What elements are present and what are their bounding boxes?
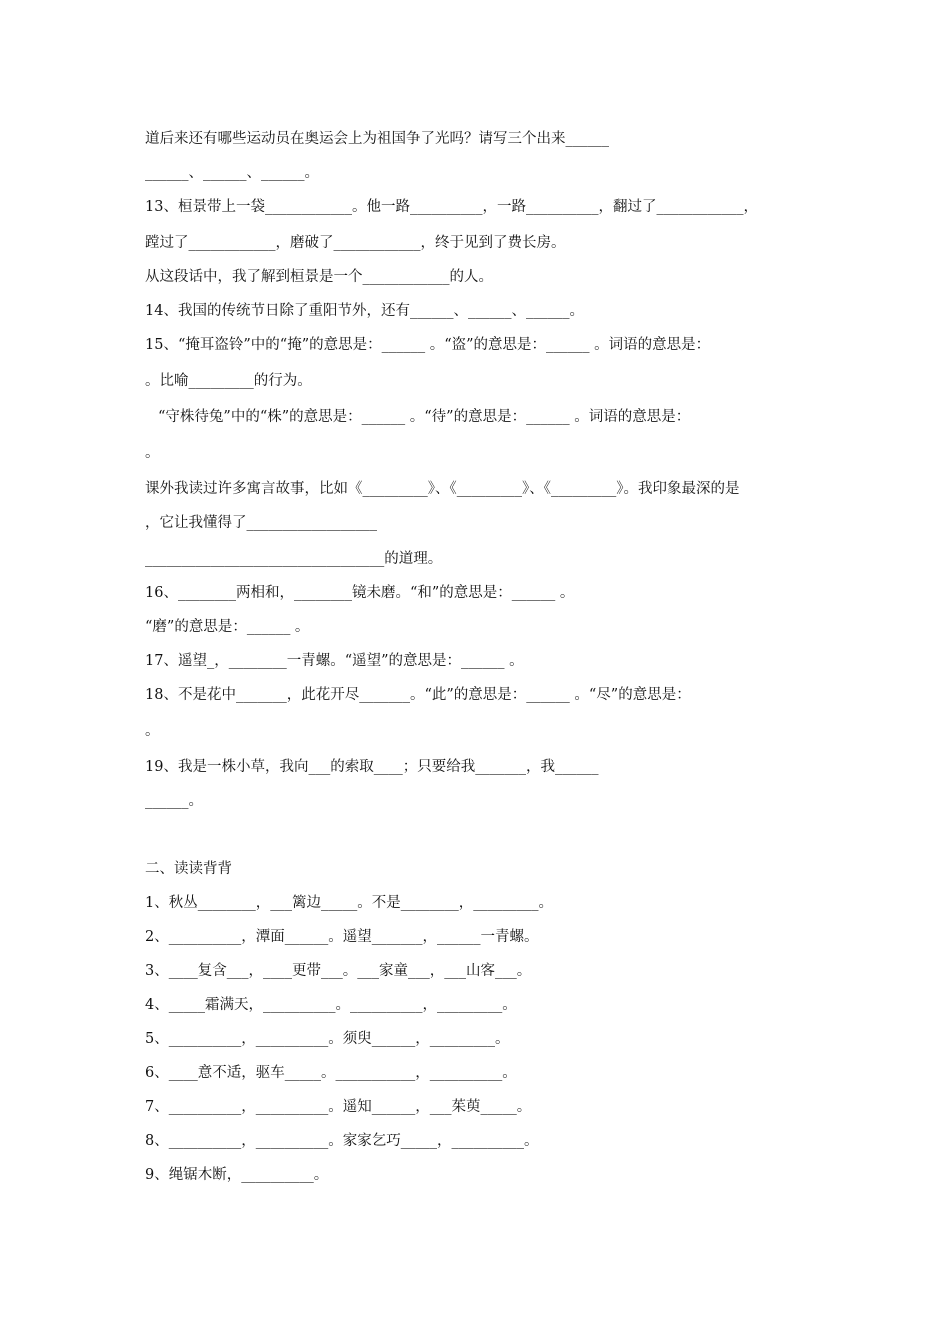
recite-item-3: 3、____复含___，____更带___。___家童___，___山客___。	[145, 963, 532, 979]
text-line: ______、______、______。	[145, 165, 319, 181]
text-line: 道后来还有哪些运动员在奥运会上为祖国争了光吗？请写三个出来______	[145, 131, 609, 147]
recite-item-9: 9、绳锯木断，__________。	[145, 1167, 329, 1183]
recite-item-5: 5、__________，__________。须臾______，_________。	[145, 1031, 510, 1047]
text-line: 。比喻_________的行为。	[145, 373, 312, 389]
recite-item-1: 1、秋丛________，___篱边_____。不是________，_________。	[145, 895, 553, 911]
text-line: ，它让我懂得了__________________	[145, 515, 377, 531]
text-line: 蹚过了____________，磨破了____________，终于见到了费长房。	[145, 235, 566, 251]
question-14: 14、我国的传统节日除了重阳节外，还有______、______、______。	[145, 303, 584, 319]
question-18: 18、不是花中_______，此花开尽_______。“此”的意思是：______ 。“尽”的意思是：	[145, 687, 691, 703]
recite-item-7: 7、__________，__________。遥知______，___茱萸_____。	[145, 1099, 532, 1115]
question-15: 15、“掩耳盗铃”中的“掩”的意思是：______ 。“盗”的意思是：______ 。词语的意思是：	[145, 337, 711, 353]
text-line: 。	[145, 723, 160, 739]
recite-item-8: 8、__________，__________。家家乞巧_____，__________。	[145, 1133, 539, 1149]
question-17: 17、遥望_，________一青螺。“遥望”的意思是：______ 。	[145, 653, 524, 669]
recite-item-6: 6、____意不适，驱车_____。___________，__________。	[145, 1065, 517, 1081]
text-line: “磨”的意思是：______ 。	[145, 619, 310, 635]
text-line: “守株待兔”中的“株”的意思是：______ 。“待”的意思是：______ 。词语的意思是：	[158, 409, 691, 425]
recite-item-2: 2、__________，潭面______。遥望_______，______一青螺。	[145, 929, 539, 945]
question-19: 19、我是一株小草，我向___的索取____；只要给我_______，我______	[145, 759, 599, 775]
section-heading: 二、读读背背	[145, 861, 232, 877]
text-line: 从这段话中，我了解到桓景是一个____________的人。	[145, 269, 493, 285]
recite-item-4: 4、_____霜满天，__________。__________，_________。	[145, 997, 517, 1013]
text-line: ______。	[145, 793, 203, 809]
question-16: 16、________两相和，________镜未磨。“和”的意思是：______ 。	[145, 585, 575, 601]
question-13: 13、桓景带上一袋____________。他一路__________，一路__________，翻过了____________，	[145, 199, 758, 215]
text-line: 。	[145, 445, 160, 461]
text-line: 课外我读过许多寓言故事，比如《_________》、《_________》、《_________》。我印象最深的是	[145, 481, 740, 497]
text-line: _________________________________的道理。	[145, 551, 443, 567]
